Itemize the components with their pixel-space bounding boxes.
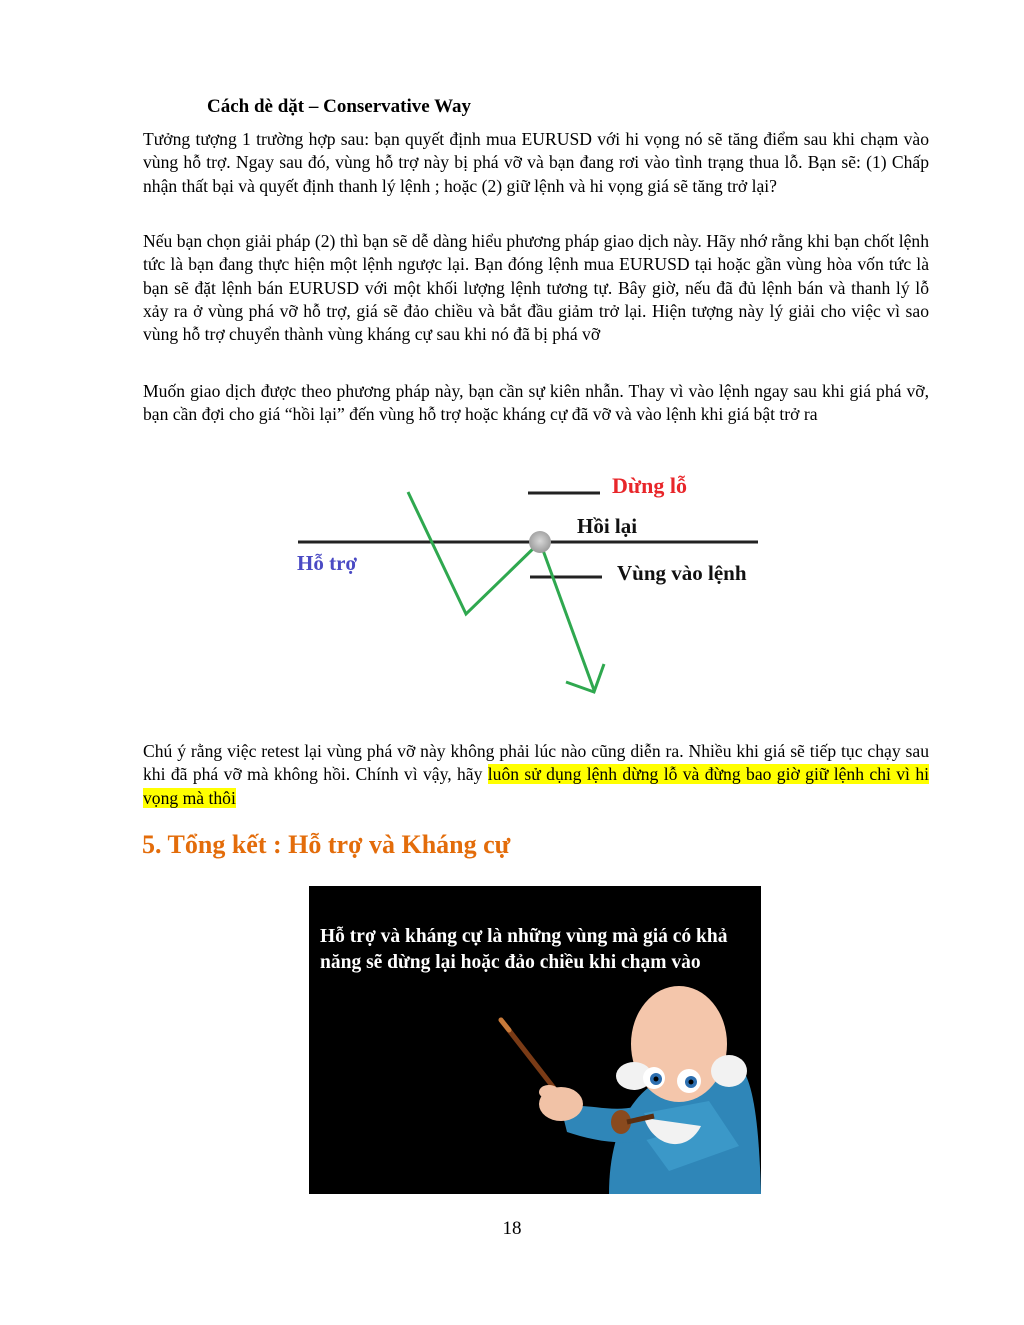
paragraph-3: Muốn giao dịch được theo phương pháp này, bạn cần sự kiên nhẫn. Thay vì vào lệnh ngay sau khi giá phá vỡ, bạn cần đợi cho giá “hồi lại” đến vùng hỗ trợ hoặc kháng cự đã vỡ và vào lệnh khi giá bật trở ra: [143, 381, 929, 425]
entry-zone-label: Vùng vào lệnh: [617, 561, 747, 585]
retest-label: Hồi lại: [577, 514, 638, 538]
summary-image: [309, 886, 761, 1194]
support-label: Hỗ trợ: [297, 551, 358, 575]
paragraph-2: Nếu bạn chọn giải pháp (2) thì bạn sẽ dễ dàng hiểu phương pháp giao dịch này. Hãy nhớ rằng khi bạn chốt lệnh tức là bạn đang thực hiện một lệnh ngược lại. Bạn đóng lệnh mua EURUSD tại hoặc gần vùng hòa vốn tức là bạn sẽ đặt lệnh bán EURUSD với một khối lượng lệnh tương tự. Bây giờ, nếu đã đủ lệnh bán và thanh lý lỗ xảy ra ở vùng phá vỡ hỗ trợ, giá sẽ đảo chiều và bắt đầu giảm trở lại. Hiện tượng này lý giải cho việc vì sao vùng hỗ trợ chuyển thành vùng kháng cự sau khi nó đã bị phá vỡ: [143, 231, 929, 345]
section-heading: 5. Tổng kết : Hỗ trợ và Kháng cự: [142, 830, 511, 859]
highlighted-warning: luôn sử dụng lệnh dừng lỗ và đừng bao giờ giữ lệnh chỉ vì hi vọng mà thôi: [143, 764, 929, 808]
paragraph-1: Tưởng tượng 1 trường hợp sau: bạn quyết định mua EURUSD với hi vọng nó sẽ tăng điểm sau khi chạm vào vùng hỗ trợ. Ngay sau đó, vùng hỗ trợ này bị phá vỡ và bạn đang rơi vào tình trạng thua lỗ. Bạn sẽ: (1) Chấp nhận thất bại và quyết định thanh lý lệnh ; hoặc (2) giữ lệnh và hi vọng giá sẽ tăng trở lại?: [143, 129, 929, 196]
summary-text: Hỗ trợ và kháng cự là những vùng mà giá có khả năng sẽ dừng lại hoặc đảo chiều khi chạm vào: [320, 926, 728, 973]
support-retest-diagram: [280, 460, 800, 710]
retest-point: [529, 531, 551, 553]
subheading: Cách dè dặt – Conservative Way: [207, 96, 472, 117]
paragraph-4: [143, 740, 929, 810]
stop-loss-label: Dừng lỗ: [612, 473, 687, 498]
price-drop-line: [540, 542, 594, 690]
paragraph-4-text: Chú ý rằng việc retest lại vùng phá vỡ này không phải lúc nào cũng diễn ra. Nhiều khi giá sẽ tiếp tục chạy sau khi đã phá vỡ mà không hồi. Chính vì vậy, hãy: [143, 741, 929, 785]
price-path: [408, 492, 540, 614]
page-number: 18: [502, 1218, 522, 1239]
